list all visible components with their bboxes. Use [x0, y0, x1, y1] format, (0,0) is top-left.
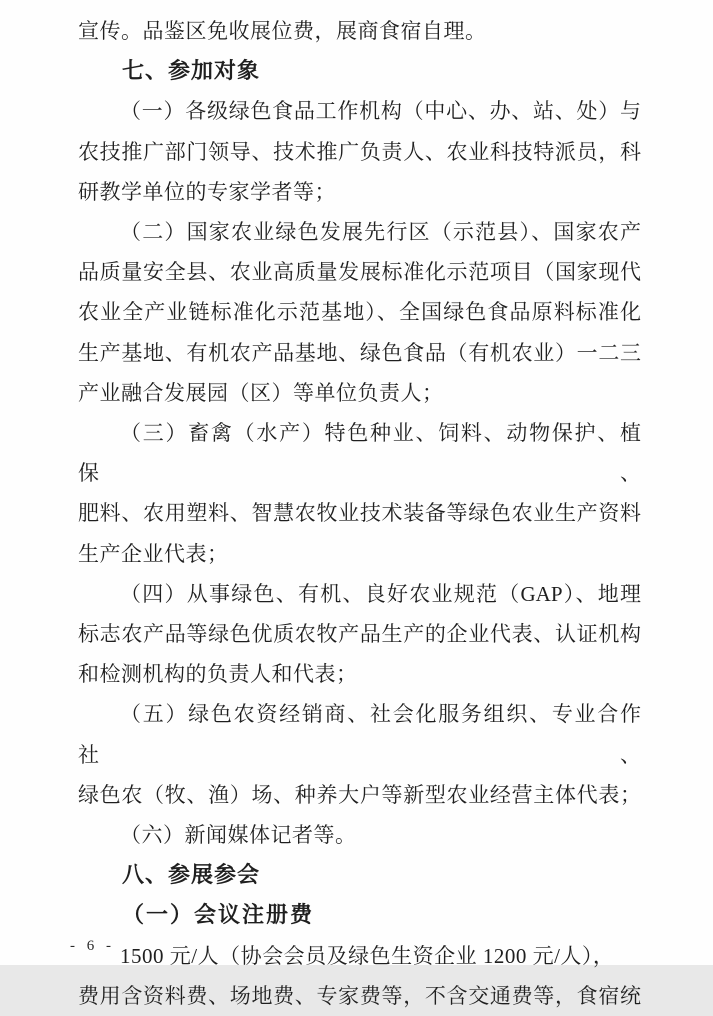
fee-line: 费用含资料费、场地费、专家费等，不含交通费等，食宿统	[78, 983, 641, 1008]
item-2-line: （二）国家农业绿色发展先行区（示范县）、国家农产	[120, 220, 641, 245]
heading-registration-fee: （一）会议注册费	[122, 902, 315, 928]
item-3-line: 肥料、农用塑料、智慧农牧业技术装备等绿色农业生产资料	[78, 501, 641, 526]
item-5-line: 绿色农（牧、渔）场、种养大户等新型农业经营主体代表；	[78, 782, 641, 807]
item-2-line: 农业全产业链标准化示范基地）、全国绿色食品原料标准化	[78, 300, 641, 325]
item-2-line: 产业融合发展园（区）等单位负责人；	[78, 380, 444, 405]
item-1-line: 研教学单位的专家学者等；	[78, 179, 336, 204]
item-2-line: 品质量安全县、农业高质量发展标准化示范项目（国家现代	[78, 260, 641, 285]
item-3-line: 生产企业代表；	[78, 541, 229, 566]
heading-section-7: 七、参加对象	[122, 58, 261, 84]
item-6-line: （六）新闻媒体记者等。	[120, 823, 357, 848]
item-1-line: （一）各级绿色食品工作机构（中心、办、站、处）与	[120, 99, 641, 124]
item-4-line: （四）从事绿色、有机、良好农业规范（GAP）、地理	[120, 581, 641, 606]
text-column	[78, 11, 641, 1016]
item-5-line: （五）绿色农资经销商、社会化服务组织、专业合作社、	[78, 702, 641, 767]
item-2-line: 生产基地、有机农产品基地、绿色食品（有机农业）一二三	[78, 340, 641, 365]
item-1-line: 农技推广部门领导、技术推广负责人、农业科技特派员，科	[78, 139, 641, 164]
page-number: - 6 -	[70, 938, 115, 954]
item-3-line: （三）畜禽（水产）特色种业、饲料、动物保护、植保、	[78, 421, 641, 486]
item-4-line: 标志农产品等绿色优质农牧产品生产的企业代表、认证机构	[78, 622, 641, 647]
fee-line: 1500 元/人（协会会员及绿色生资企业 1200 元/人），	[120, 943, 615, 968]
item-4-line: 和检测机构的负责人和代表；	[78, 662, 358, 687]
heading-section-8: 八、参展参会	[122, 862, 261, 888]
body-line: 宣传。品鉴区免收展位费，展商食宿自理。	[78, 19, 487, 43]
